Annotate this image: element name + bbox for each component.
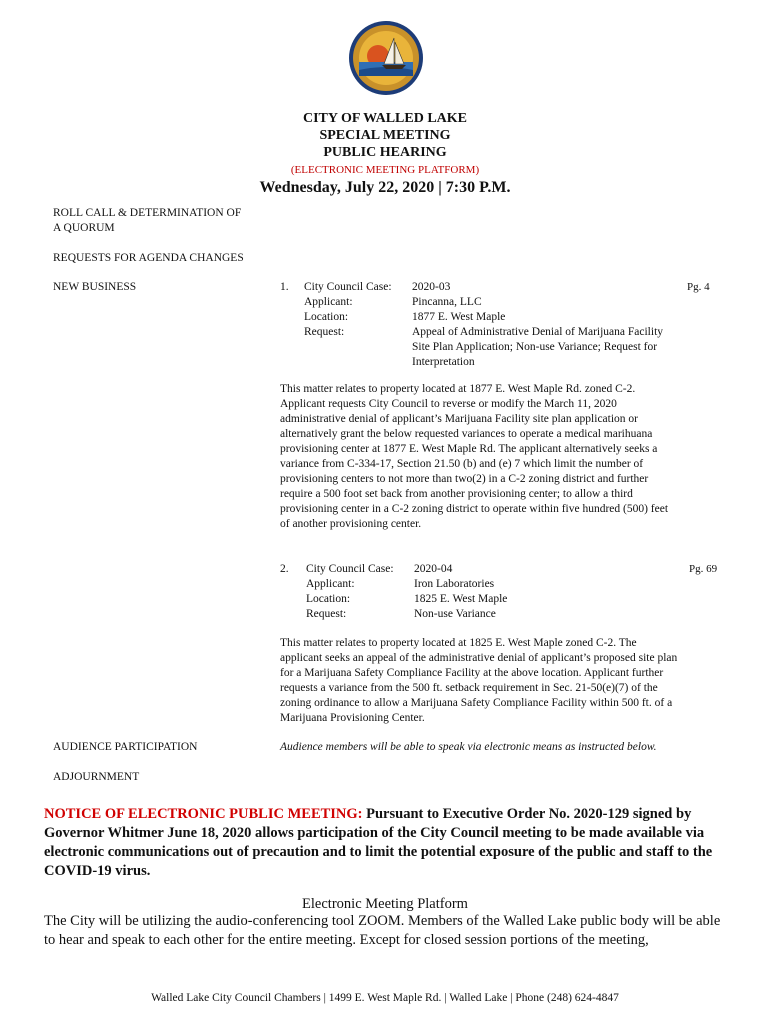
- item-description: This matter relates to property located at 1825 E. West Maple zoned C-2. The applicant seeks an appeal of the administrative denial of applicant’s proposed site plan for a Marijuana Safety Compliance Facility at the above location. Applicant further requests a variance from the 500 ft. setback requirement in Sec. 21-50(e)(7) of the zoning ordinance to allow a Marijuana Safety Compliance Facility within 500 ft. of a Marijuana Provisioning Center.: [280, 637, 678, 724]
- request-label: Request:: [306, 608, 347, 620]
- new-business-label: NEW BUSINESS: [53, 281, 137, 293]
- audience-note: Audience members will be able to speak via electronic means as instructed below.: [280, 741, 657, 753]
- location-value: 1825 E. West Maple: [414, 593, 508, 605]
- adjournment-label: ADJOURNMENT: [53, 771, 140, 783]
- hearing-type: PUBLIC HEARING: [323, 145, 447, 160]
- case-label: City Council Case:: [304, 281, 392, 293]
- location-value: 1877 E. West Maple: [412, 311, 506, 323]
- platform-heading: Electronic Meeting Platform: [302, 896, 468, 912]
- applicant-value: Iron Laboratories: [414, 578, 495, 590]
- item-details: [304, 280, 674, 370]
- platform-subtitle: (ELECTRONIC MEETING PLATFORM): [290, 164, 480, 176]
- platform-description: The City will be utilizing the audio-conferencing tool ZOOM. Members of the Walled Lake public body will be able to hear and speak to each other for the entire meeting. Except for closed session portions of the meeting,: [44, 913, 721, 948]
- applicant-value: Pincanna, LLC: [412, 296, 482, 308]
- city-seal-logo: [348, 20, 424, 96]
- notice-lead: NOTICE OF ELECTRONIC PUBLIC MEETING:: [44, 806, 363, 822]
- request-label: Request:: [304, 326, 345, 338]
- request-value: Appeal of Administrative Denial of Marijuana Facility Site Plan Application; Non-use Variance; Request for Interpretation: [412, 326, 664, 368]
- page-footer: Walled Lake City Council Chambers | 1499 E. West Maple Rd. | Walled Lake | Phone (248) 624-4847: [151, 992, 619, 1004]
- page-reference: Pg. 69: [689, 563, 718, 575]
- roll-call-label: ROLL CALL & DETERMINATION OF A QUORUM: [53, 207, 242, 234]
- audience-participation-label: AUDIENCE PARTICIPATION: [53, 741, 198, 753]
- page-reference: Pg. 4: [687, 281, 710, 293]
- applicant-label: Applicant:: [304, 296, 353, 308]
- case-value: 2020-04: [414, 563, 453, 575]
- item-number: 2.: [280, 563, 289, 575]
- agenda-changes-label: REQUESTS FOR AGENDA CHANGES: [53, 252, 244, 264]
- city-name: CITY OF WALLED LAKE: [302, 111, 467, 126]
- location-label: Location:: [306, 593, 351, 605]
- item-description: This matter relates to property located at 1877 E. West Maple Rd. zoned C-2. Applicant requests City Council to reverse or modify the March 11, 2020 administrative denial of applicant’s Marijuana Facility site plan application or alternatively grant the below requested variances to operate a medical marihuana provisioning center at 1877 E. West Maple Rd. The applicant alternatively seeks a variance from C-334-17, Section 21.50 (b) and (e) 7 which limit the number of provisioning centers to not more than two(2) in a C-2 zoning district and further require a 500 foot set back from another provisioning center; to allow a third provisioning center in a C-2 zoning district to operate within five hundred (500) feet of another provisioning center.: [280, 383, 669, 530]
- case-value: 2020-03: [412, 281, 451, 293]
- meeting-type: SPECIAL MEETING: [319, 128, 451, 143]
- meeting-date: Wednesday, July 22, 2020 | 7:30 P.M.: [259, 179, 511, 196]
- notice-body: Pursuant to Executive Order No. 2020-129 signed by Governor Whitmer June 18, 2020 allows participation of the City Council meeting to be made available via electronic communications out of precaution and to limit the potential exposure of the public and staff to the COVID-19 virus.: [44, 806, 713, 879]
- request-value: Non-use Variance: [414, 608, 496, 620]
- applicant-label: Applicant:: [306, 578, 355, 590]
- location-label: Location:: [304, 311, 349, 323]
- case-label: City Council Case:: [306, 563, 394, 575]
- item-number: 1.: [280, 281, 289, 293]
- item-details: [306, 562, 676, 622]
- electronic-meeting-notice: [44, 805, 734, 881]
